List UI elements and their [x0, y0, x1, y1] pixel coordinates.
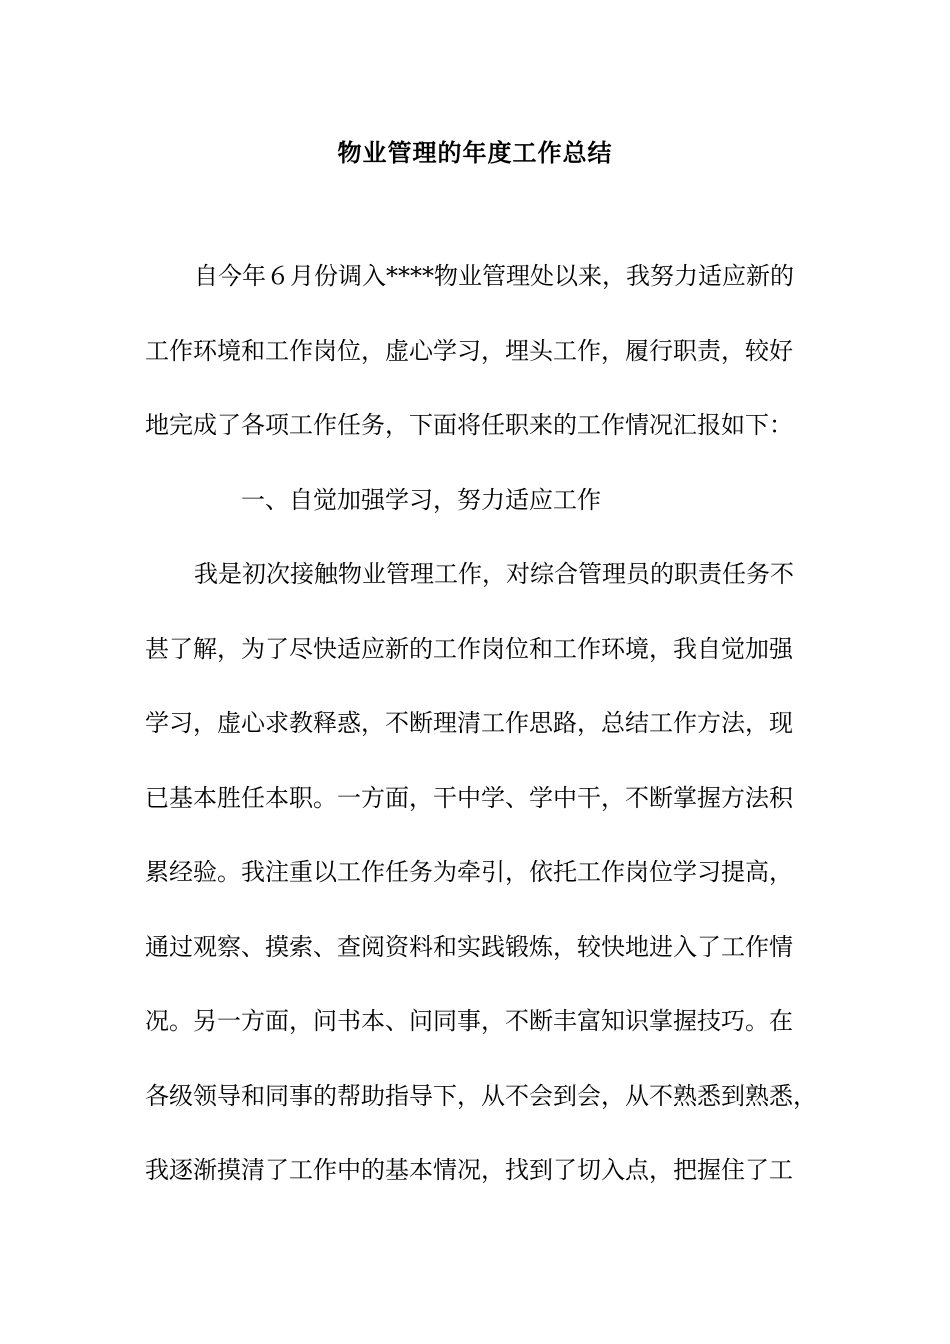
- text-line-1: 自今年６月份调入****物业管理处以来，我努力适应新的: [194, 262, 794, 290]
- text-line-3: 地完成了各项工作任务，下面将任职来的工作情况汇报如下：: [145, 411, 793, 439]
- section-heading-1: 一、自觉加强学习，努力适应工作: [241, 485, 601, 514]
- text-line-13: 我逐渐摸清了工作中的基本情况，找到了切入点，把握住了工: [145, 1156, 793, 1184]
- text-line-8: 已基本胜任本职。一方面，干中学、学中干，不断掌握方法积: [145, 783, 793, 812]
- text-line-11: 况。另一方面，问书本、问同事，不断丰富知识掌握技巧。在: [145, 1007, 793, 1035]
- document-body: [145, 254, 825, 1223]
- text-line-9: 累经验。我注重以工作任务为牵引，依托工作岗位学习提高，: [145, 858, 793, 886]
- text-line-5: 我是初次接触物业管理工作，对综合管理员的职责任务不: [194, 560, 794, 588]
- text-line-2: 工作环境和工作岗位，虚心学习，埋头工作，履行职责，较好: [145, 336, 793, 365]
- document-title: 物业管理的年度工作总结: [337, 138, 613, 167]
- text-line-10: 通过观察、摸索、查阅资料和实践锻炼，较快地进入了工作情: [145, 932, 793, 961]
- text-line-12: 各级领导和同事的帮助指导下，从不会到会，从不熟悉到熟悉，: [145, 1081, 817, 1110]
- text-line-7: 学习，虚心求教释惑，不断理清工作思路，总结工作方法，现: [145, 709, 793, 737]
- text-line-6: 甚了解，为了尽快适应新的工作岗位和工作环境，我自觉加强: [145, 634, 793, 663]
